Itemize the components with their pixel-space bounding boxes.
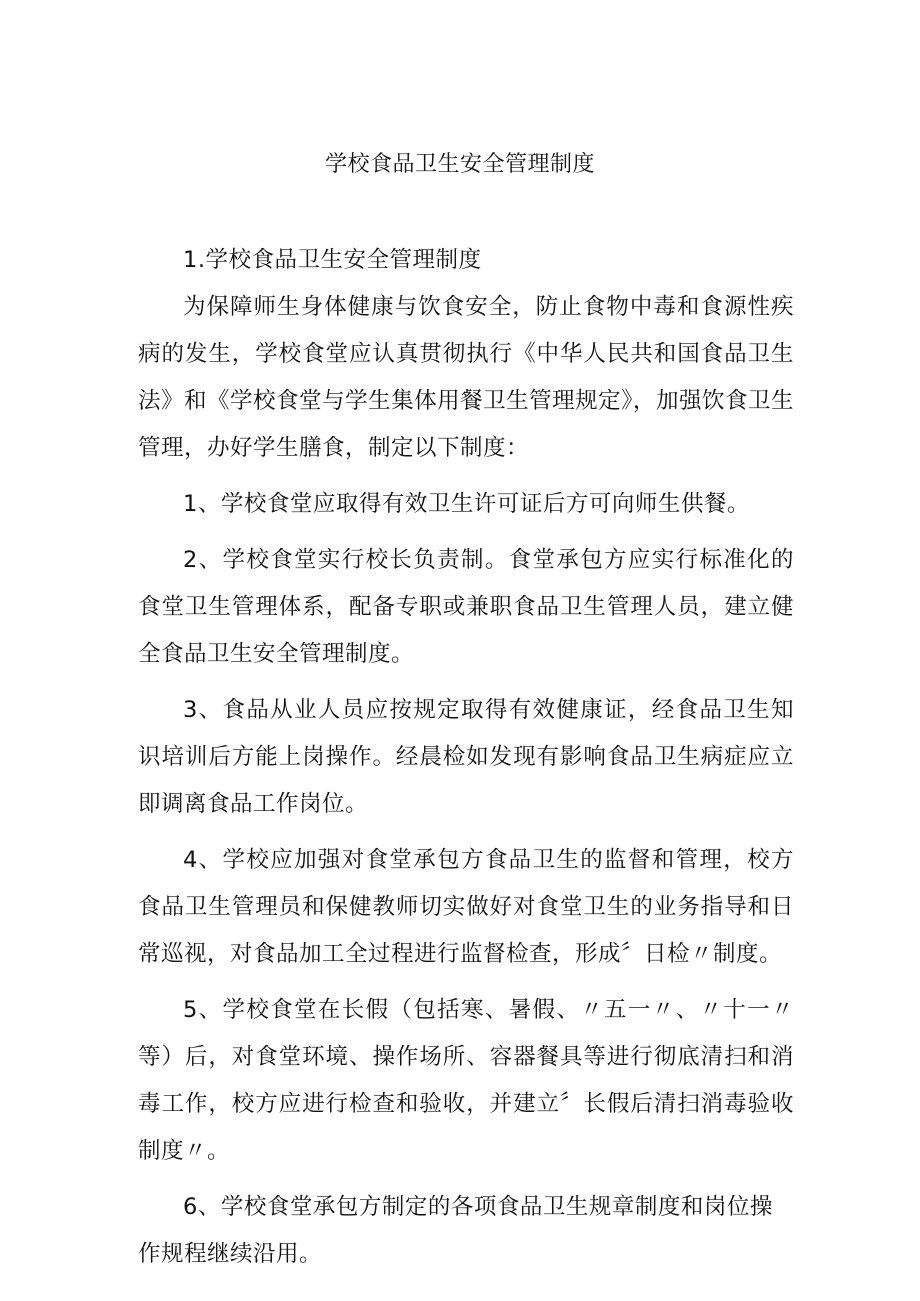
rule-item-5: 5、学校食堂在长假（包括寒、暑假、〃五一〃、〃十一〃等）后，对食堂环境、操作场所、容器餐具等进行彻底清扫和消毒工作，校方应进行检查和验收，并建立〞长假后清扫消毒验收制度〃。 bbox=[138, 997, 794, 1164]
rule-item-4: 4、学校应加强对食堂承包方食品卫生的监督和管理，校方食品卫生管理员和保健教师切实做好对食堂卫生的业务指导和日常巡视，对食品加工全过程进行监督检查，形成〞日检〃制度。 bbox=[138, 847, 794, 967]
document-body bbox=[138, 237, 794, 1278]
document-title: 学校食品卫生安全管理制度 bbox=[324, 152, 595, 177]
rule-item-1: 1、学校食堂应取得有效卫生许可证后方可向师生供餐。 bbox=[183, 491, 750, 517]
section-heading: 1.学校食品卫生安全管理制度 bbox=[183, 247, 482, 273]
rule-item-3: 3、食品从业人员应按规定取得有效健康证，经食品卫生知识培训后方能上岗操作。经晨检如发现有影响食品卫生病症应立即调离食品工作岗位。 bbox=[138, 697, 794, 817]
rule-item-2: 2、学校食堂实行校长负责制。食堂承包方应实行标准化的食堂卫生管理体系，配备专职或兼职食品卫生管理人员，建立健全食品卫生安全管理制度。 bbox=[138, 547, 794, 667]
intro-paragraph: 为保障师生身体健康与饮食安全，防止食物中毒和食源性疾病的发生，学校食堂应认真贯彻执行《中华人民共和国食品卫生法》和《学校食堂与学生集体用餐卫生管理规定》，加强饮食卫生管理，办好学生膳食，制定以下制度： bbox=[138, 294, 794, 461]
rule-item-6: 6、学校食堂承包方制定的各项食品卫生规章制度和岗位操作规程继续沿用。 bbox=[138, 1194, 773, 1267]
